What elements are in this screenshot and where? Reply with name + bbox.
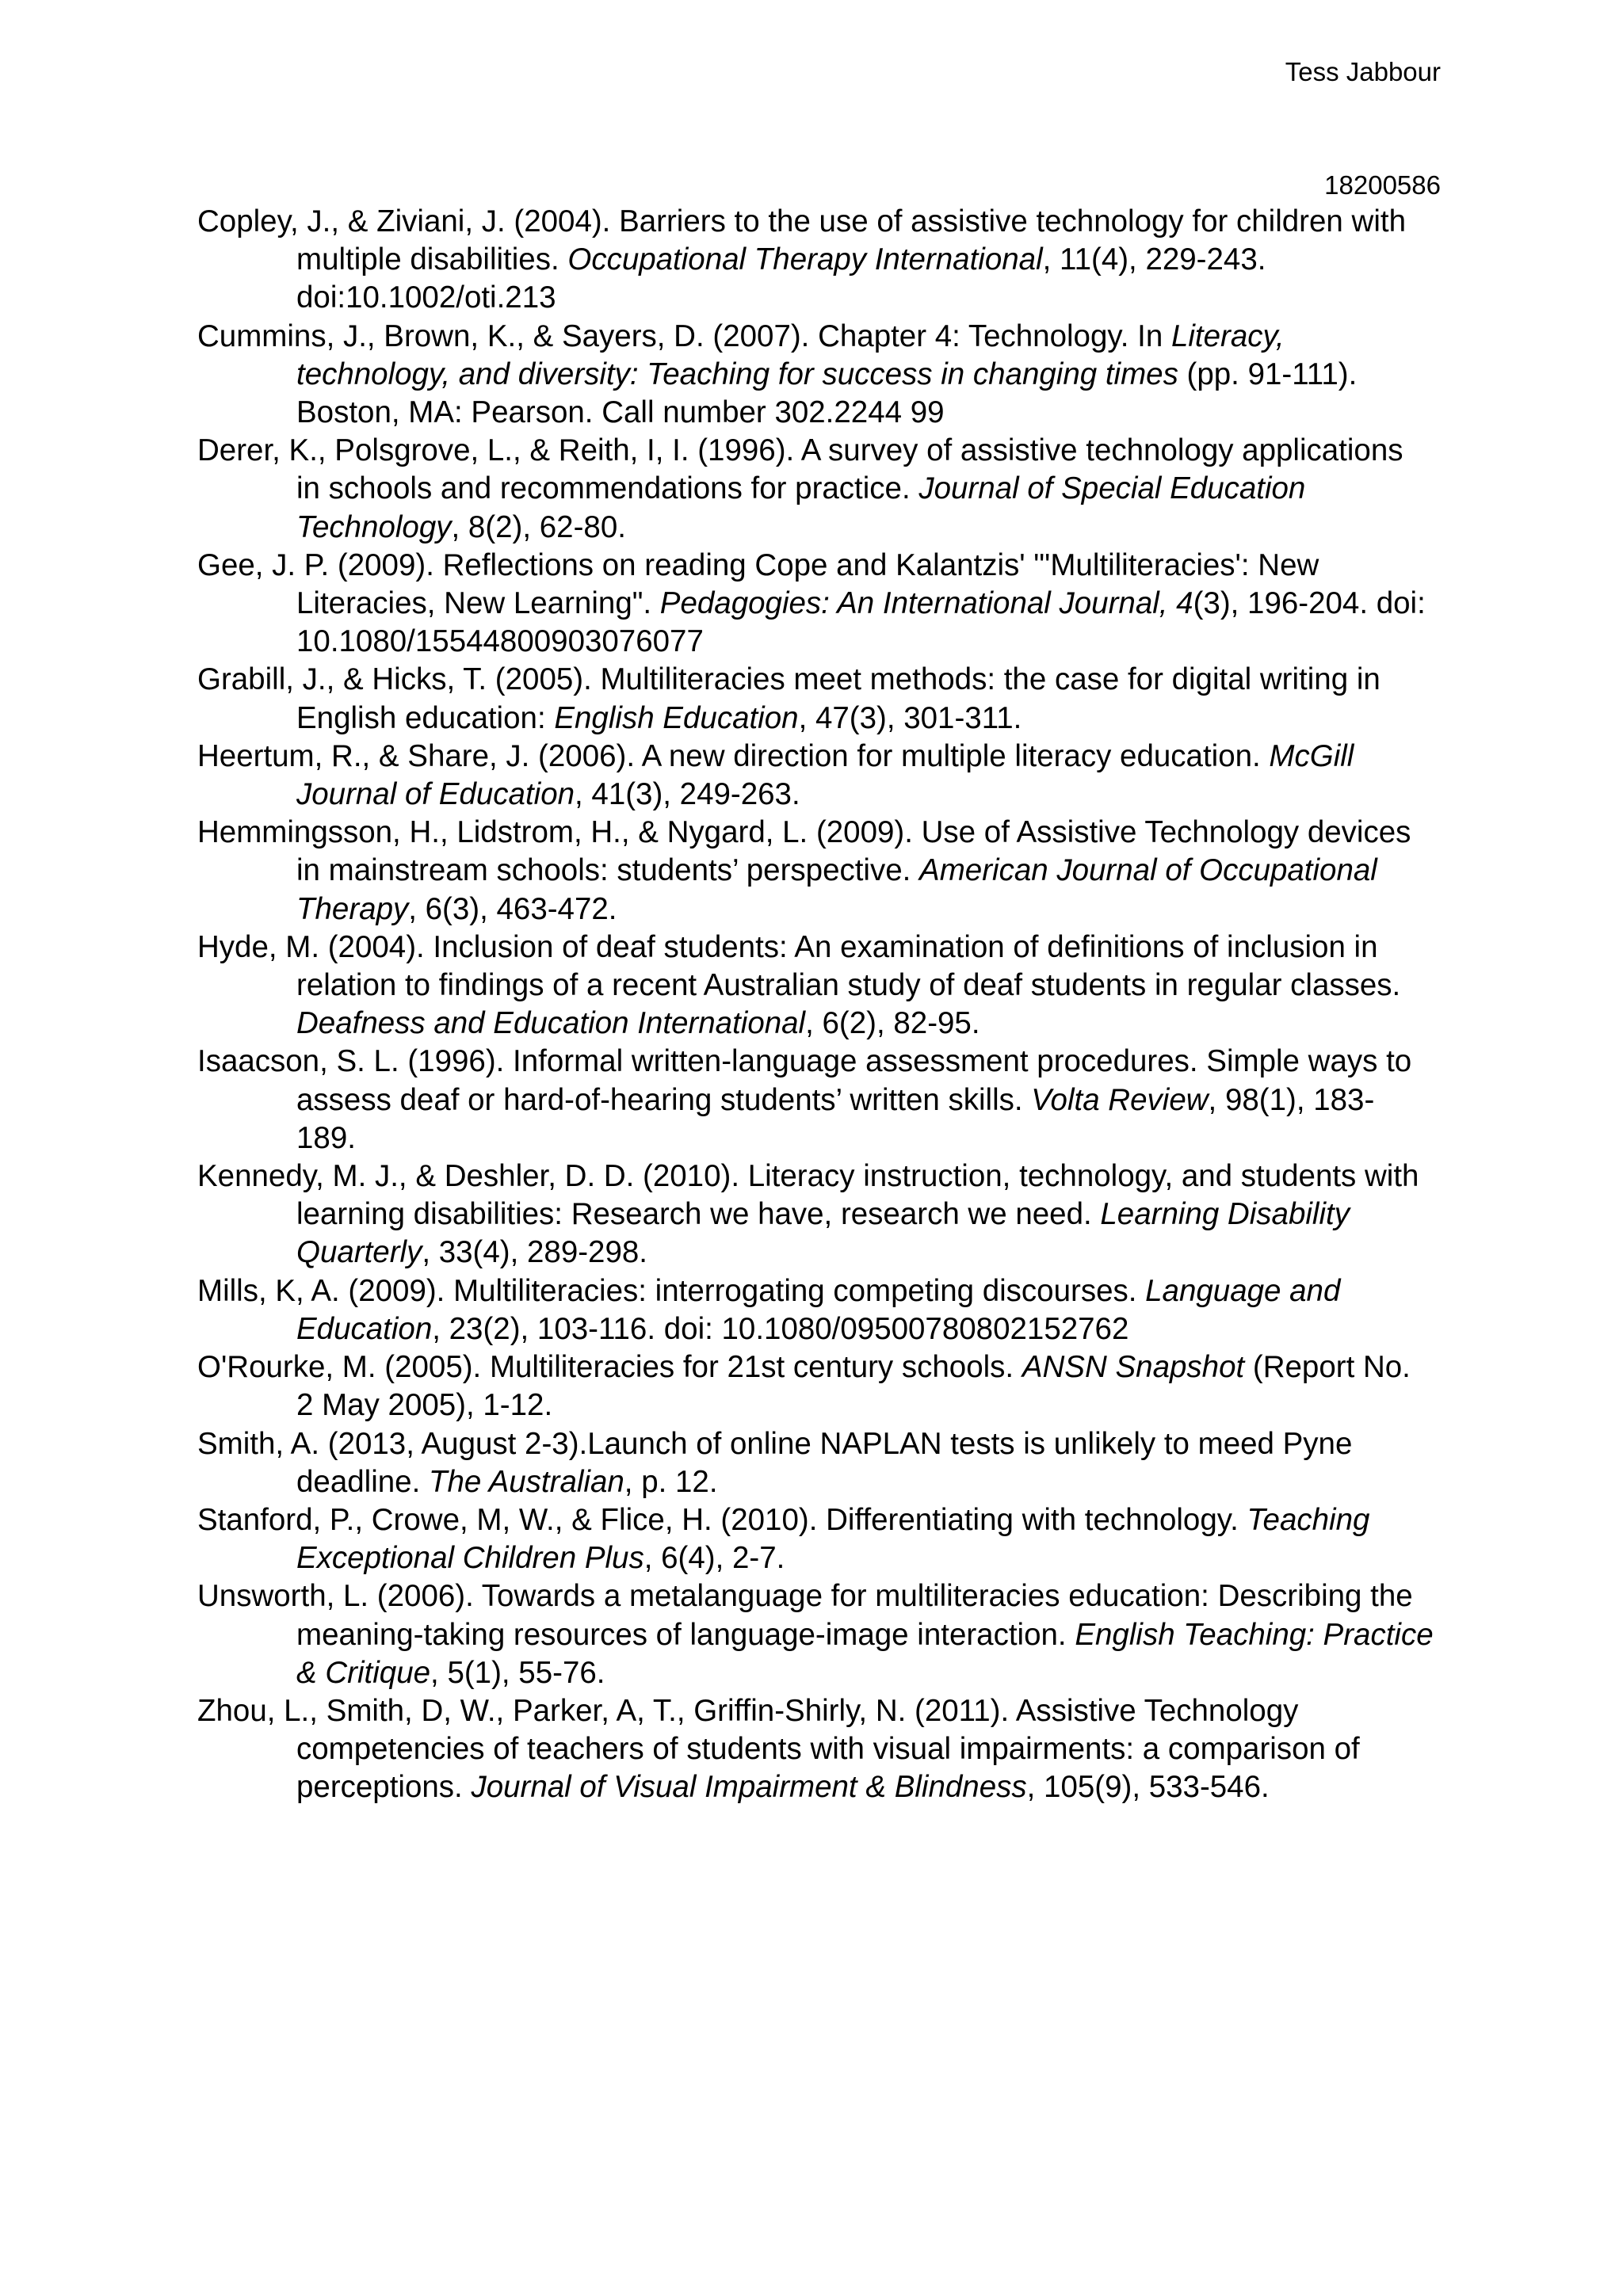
- reference-text: (pp. 91-111). Boston, MA: Pearson. Call number 302.2244 99: [296, 357, 1358, 430]
- header-author: Tess Jabbour: [1285, 57, 1441, 86]
- reference-text: , 11(4), 229-243. doi:10.1002/oti.213: [296, 242, 1266, 315]
- reference-text: Stanford, P., Crowe, M, W., & Flice, H. (2010). Differentiating with technology.: [197, 1502, 1247, 1537]
- reference-entry: [197, 1692, 1434, 1807]
- reference-source-title: Teaching Exceptional Children Plus: [296, 1502, 1370, 1576]
- reference-text: , 98(1), 183-189.: [296, 1082, 1375, 1155]
- reference-text: Grabill, J., & Hicks, T. (2005). Multiliteracies meet methods: the case for digital writing in English education:: [197, 662, 1381, 735]
- reference-source-title: English Teaching: Practice & Critique: [296, 1617, 1434, 1690]
- reference-text: (3), 196-204. doi: 10.1080/15544800903076077: [296, 586, 1426, 659]
- reference-entry: [197, 1577, 1434, 1692]
- reference-entry: [197, 203, 1434, 318]
- reference-entry: [197, 1348, 1434, 1425]
- reference-text: , 5(1), 55-76.: [430, 1655, 605, 1690]
- reference-text: , 6(2), 82-95.: [805, 1006, 980, 1041]
- reference-entry: [197, 1425, 1434, 1501]
- reference-text: , 105(9), 533-546.: [1026, 1770, 1270, 1805]
- reference-entry: [197, 814, 1434, 929]
- reference-text: Mills, K, A. (2009). Multiliteracies: interrogating competing discourses.: [197, 1273, 1146, 1308]
- reference-entry: [197, 738, 1434, 814]
- reference-text: , 33(4), 289-298.: [422, 1235, 647, 1270]
- reference-text: Derer, K., Polsgrove, L., & Reith, I, I. (1996). A survey of assistive technology applications in schools and recommendations for practice.: [197, 433, 1403, 506]
- reference-text: Gee, J. P. (2009). Reflections on reading Cope and Kalantzis' "'Multiliteracies': New Literacies, New Learning".: [197, 547, 1319, 621]
- reference-text: Copley, J., & Ziviani, J. (2004). Barriers to the use of assistive technology for children with multiple disabilities.: [197, 204, 1406, 277]
- reference-text: Heertum, R., & Share, J. (2006). A new direction for multiple literacy education.: [197, 738, 1270, 773]
- reference-entry: [197, 1501, 1434, 1577]
- reference-source-title: Journal of Visual Impairment & Blindness: [471, 1770, 1027, 1805]
- reference-text: O'Rourke, M. (2005). Multiliteracies for 21st century schools.: [197, 1350, 1022, 1385]
- reference-text: Isaacson, S. L. (1996). Informal written-language assessment procedures. Simple ways to assess deaf or hard-of-hearing students’ written skills.: [197, 1044, 1412, 1117]
- reference-source-title: American Journal of Occupational Therapy: [296, 853, 1377, 926]
- reference-source-title: Deafness and Education International: [296, 1006, 806, 1041]
- reference-text: Smith, A. (2013, August 2-3).Launch of online NAPLAN tests is unlikely to meed Pyne deadline.: [197, 1426, 1353, 1499]
- reference-source-title: ANSN Snapshot: [1022, 1350, 1245, 1385]
- reference-list: [197, 203, 1434, 1807]
- reference-entry: [197, 1272, 1434, 1348]
- header-student-id: 18200586: [1324, 170, 1441, 200]
- reference-source-title: Volta Review: [1031, 1082, 1209, 1117]
- reference-entry: [197, 1158, 1434, 1272]
- reference-text: Hyde, M. (2004). Inclusion of deaf students: An examination of definitions of inclusion in relation to findings of a recent Australian study of deaf students in regular classes.: [197, 929, 1401, 1003]
- reference-text: , 6(4), 2-7.: [643, 1541, 785, 1576]
- reference-source-title: Learning Disability Quarterly: [296, 1197, 1350, 1270]
- reference-source-title: Occupational Therapy International: [567, 242, 1043, 277]
- reference-text: , 8(2), 62-80.: [451, 509, 626, 544]
- reference-source-title: McGill Journal of Education: [296, 738, 1354, 812]
- reference-source-title: Journal of Special Education Technology: [296, 471, 1306, 544]
- reference-text: Hemmingsson, H., Lidstrom, H., & Nygard, L. (2009). Use of Assistive Technology devices in mainstream schools: students’ perspective.: [197, 815, 1411, 888]
- reference-text: Kennedy, M. J., & Deshler, D. D. (2010). Literacy instruction, technology, and students with learning disabilities: Research we have, research we need.: [197, 1159, 1419, 1232]
- reference-text: , 6(3), 463-472.: [408, 891, 617, 926]
- reference-source-title: English Education: [554, 700, 799, 735]
- reference-entry: [197, 432, 1434, 547]
- reference-entry: [197, 661, 1434, 737]
- reference-text: , 47(3), 301-311.: [798, 700, 1022, 735]
- reference-text: , p. 12.: [624, 1464, 718, 1499]
- reference-entry: [197, 1043, 1434, 1158]
- reference-source-title: Pedagogies: An International Journal, 4: [659, 586, 1193, 621]
- reference-entry: [197, 929, 1434, 1043]
- reference-text: (Report No. 2 May 2005), 1-12.: [296, 1350, 1411, 1423]
- reference-source-title: Language and Education: [296, 1273, 1341, 1346]
- reference-source-title: The Australian: [428, 1464, 624, 1499]
- reference-text: Unsworth, L. (2006). Towards a metalanguage for multiliteracies education: Describing the meaning-taking resources of language-image interaction.: [197, 1579, 1413, 1652]
- reference-text: Zhou, L., Smith, D, W., Parker, A, T., Griffin-Shirly, N. (2011). Assistive Technology competencies of teachers of students with visual impairments: a comparison of perceptions.: [197, 1693, 1360, 1805]
- reference-source-title: Literacy, technology, and diversity: Teaching for success in changing times: [296, 318, 1285, 391]
- reference-entry: [197, 547, 1434, 662]
- reference-entry: [197, 318, 1434, 433]
- reference-text: , 23(2), 103-116. doi: 10.1080/09500780802152762: [432, 1311, 1129, 1346]
- reference-text: Cummins, J., Brown, K., & Sayers, D. (2007). Chapter 4: Technology. In: [197, 318, 1171, 353]
- reference-text: , 41(3), 249-263.: [575, 777, 800, 812]
